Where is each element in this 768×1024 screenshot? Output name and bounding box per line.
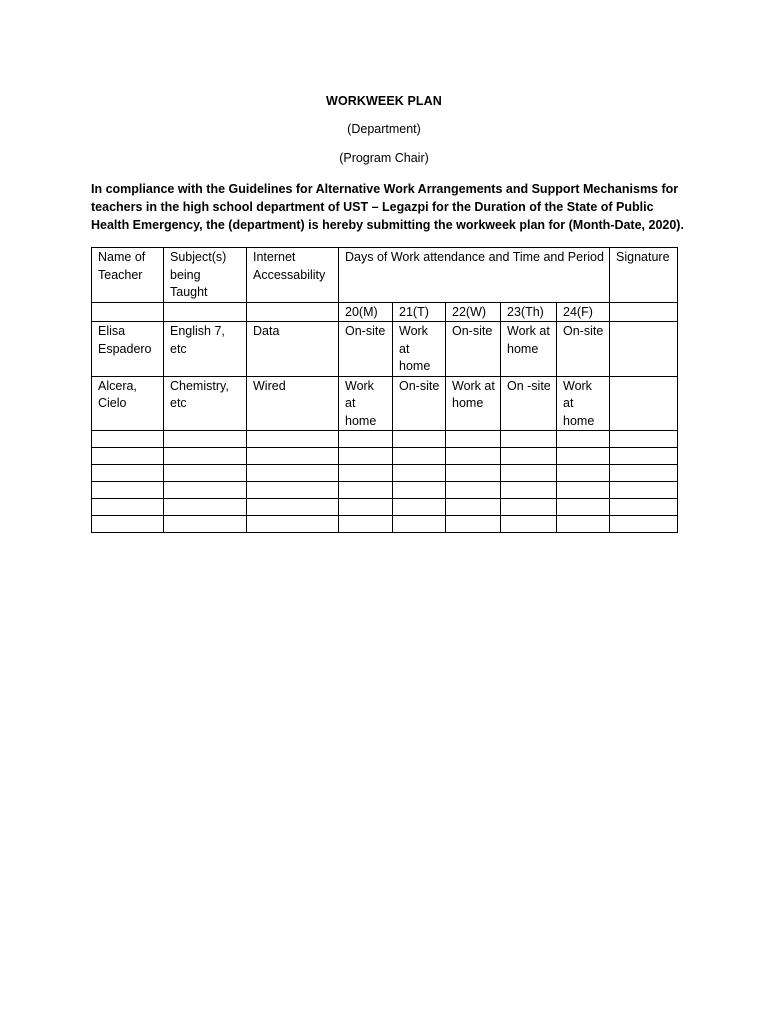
- header-internet: Internet Accessability: [247, 248, 339, 303]
- day-header: 20(M): [339, 302, 393, 322]
- day-cell: Work at home: [501, 322, 557, 377]
- blank-row: [92, 499, 678, 516]
- day-cell: Work at home: [393, 322, 446, 377]
- department-line: (Department): [347, 122, 421, 136]
- table-cell: [247, 302, 339, 322]
- day-cell: Work at home: [446, 376, 501, 431]
- days-row: [92, 302, 678, 322]
- day-cell: On-site: [393, 376, 446, 431]
- header-row: [92, 248, 678, 303]
- table-cell: [610, 302, 678, 322]
- signature-cell: [610, 376, 678, 431]
- subject-cell: English 7, etc: [164, 322, 247, 377]
- internet-cell: Data: [247, 322, 339, 377]
- internet-cell: Wired: [247, 376, 339, 431]
- program-chair-line: (Program Chair): [339, 151, 429, 165]
- blank-row: [92, 465, 678, 482]
- day-cell: Work at home: [339, 376, 393, 431]
- day-cell: On -site: [501, 376, 557, 431]
- subject-cell: Chemistry, etc: [164, 376, 247, 431]
- blank-row: [92, 516, 678, 533]
- day-header: 23(Th): [501, 302, 557, 322]
- blank-row: [92, 448, 678, 465]
- teacher-name: Elisa Espadero: [92, 322, 164, 377]
- table-cell: [92, 302, 164, 322]
- day-cell: Work at home: [557, 376, 610, 431]
- header-days-group: Days of Work attendance and Time and Period: [339, 248, 610, 303]
- header-subjects: Subject(s) being Taught: [164, 248, 247, 303]
- day-cell: On-site: [339, 322, 393, 377]
- blank-row: [92, 482, 678, 499]
- day-cell: On-site: [446, 322, 501, 377]
- day-cell: On-site: [557, 322, 610, 377]
- intro-paragraph: In compliance with the Guidelines for Alternative Work Arrangements and Support Mechanisms for teachers in the high school department of UST – Legazpi for the Duration of the State of Public Health Emergency, the (department) is hereby submitting the workweek plan for (Month-Date, 2020).: [91, 182, 684, 232]
- table-row: [92, 322, 678, 377]
- day-header: 24(F): [557, 302, 610, 322]
- teacher-name: Alcera, Cielo: [92, 376, 164, 431]
- table-cell: [164, 302, 247, 322]
- workweek-table: [91, 247, 678, 533]
- header-signature: Signature: [610, 248, 678, 303]
- day-header: 22(W): [446, 302, 501, 322]
- blank-row: [92, 431, 678, 448]
- header-name: Name of Teacher: [92, 248, 164, 303]
- signature-cell: [610, 322, 678, 377]
- table-row: [92, 376, 678, 431]
- document-title: WORKWEEK PLAN: [326, 94, 442, 108]
- day-header: 21(T): [393, 302, 446, 322]
